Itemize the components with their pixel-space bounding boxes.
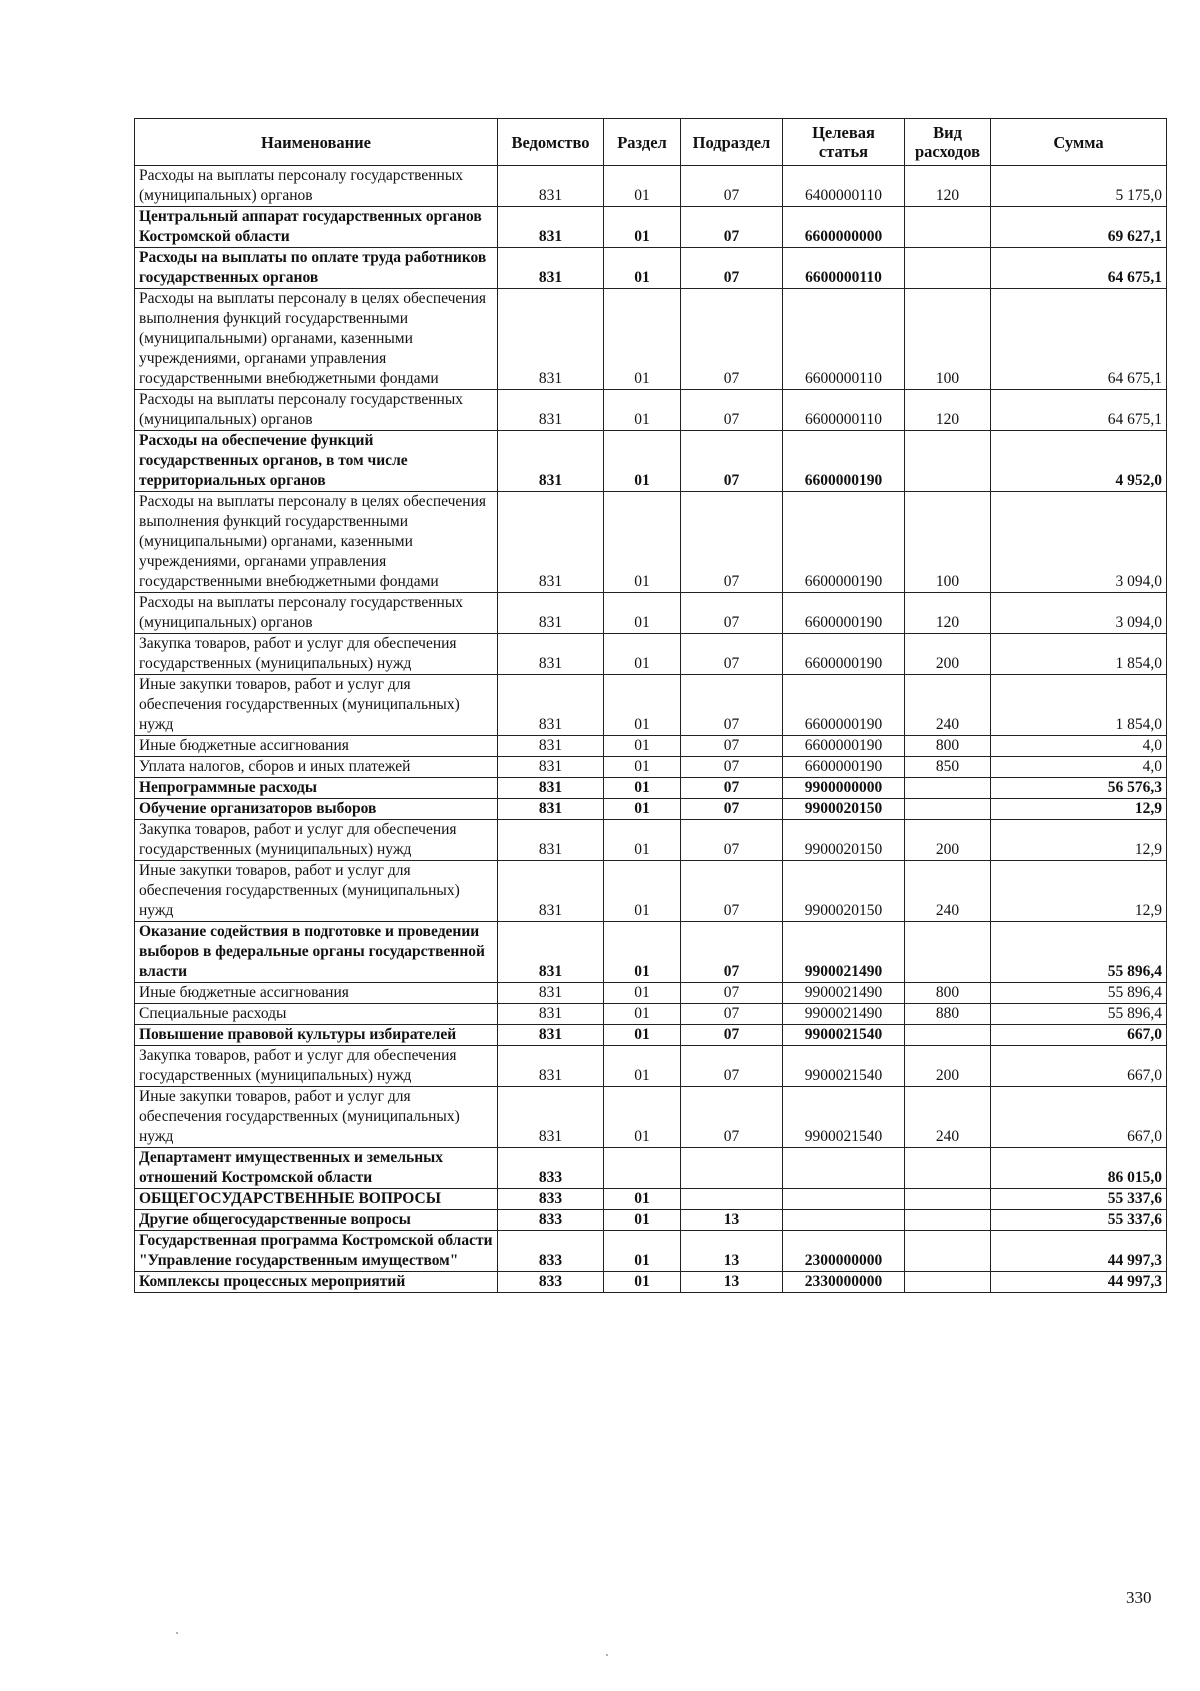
cell-name: Расходы на выплаты персоналу в целях обеспечения выполнения функций государственными (муниципальными) органами, казенными учреждениями, органами управления государственными внебюджетными фондами xyxy=(135,289,498,390)
cell-vedomstvo: 833 xyxy=(498,1210,604,1231)
cell-summa: 55 896,4 xyxy=(991,922,1167,983)
cell-vid-rashodov: 800 xyxy=(905,983,991,1004)
cell-vid-rashodov xyxy=(905,1025,991,1046)
table-row xyxy=(135,757,1167,778)
cell-vedomstvo: 831 xyxy=(498,207,604,248)
table-row xyxy=(135,820,1167,861)
cell-celevaya-statya: 2330000000 xyxy=(783,1272,905,1293)
table-row xyxy=(135,248,1167,289)
cell-name: Центральный аппарат государственных органов Костромской области xyxy=(135,207,498,248)
table-row xyxy=(135,736,1167,757)
cell-vid-rashodov: 240 xyxy=(905,675,991,736)
cell-vedomstvo: 831 xyxy=(498,799,604,820)
cell-name: Специальные расходы xyxy=(135,1004,498,1025)
cell-podrazdel: 07 xyxy=(681,1025,783,1046)
header-celevaya-statya: Целевая статья xyxy=(783,119,905,166)
cell-podrazdel: 07 xyxy=(681,492,783,593)
header-vedomstvo: Ведомство xyxy=(498,119,604,166)
cell-celevaya-statya: 6600000190 xyxy=(783,431,905,492)
cell-podrazdel xyxy=(681,1189,783,1210)
cell-vedomstvo: 833 xyxy=(498,1189,604,1210)
cell-podrazdel: 07 xyxy=(681,1004,783,1025)
table-row xyxy=(135,1231,1167,1272)
cell-razdel xyxy=(604,1148,681,1189)
cell-vedomstvo: 831 xyxy=(498,675,604,736)
cell-vedomstvo: 831 xyxy=(498,1087,604,1148)
cell-name: Расходы на выплаты персоналу в целях обеспечения выполнения функций государственными (муниципальными) органами, казенными учреждениями, органами управления государственными внебюджетными фондами xyxy=(135,492,498,593)
cell-vedomstvo: 833 xyxy=(498,1231,604,1272)
cell-vedomstvo: 831 xyxy=(498,736,604,757)
cell-name: Оказание содействия в подготовке и проведении выборов в федеральные органы государственной власти xyxy=(135,922,498,983)
table-row xyxy=(135,922,1167,983)
cell-vid-rashodov xyxy=(905,778,991,799)
cell-name: Закупка товаров, работ и услуг для обеспечения государственных (муниципальных) нужд xyxy=(135,1046,498,1087)
cell-podrazdel: 07 xyxy=(681,593,783,634)
cell-podrazdel: 07 xyxy=(681,289,783,390)
cell-summa: 667,0 xyxy=(991,1046,1167,1087)
cell-razdel: 01 xyxy=(604,1087,681,1148)
cell-vedomstvo: 833 xyxy=(498,1272,604,1293)
cell-podrazdel: 07 xyxy=(681,675,783,736)
cell-celevaya-statya: 6600000190 xyxy=(783,736,905,757)
cell-vedomstvo: 831 xyxy=(498,757,604,778)
cell-summa: 667,0 xyxy=(991,1025,1167,1046)
table-row xyxy=(135,1025,1167,1046)
cell-vedomstvo: 831 xyxy=(498,593,604,634)
cell-vid-rashodov: 850 xyxy=(905,757,991,778)
cell-celevaya-statya: 6600000190 xyxy=(783,593,905,634)
cell-razdel: 01 xyxy=(604,431,681,492)
cell-celevaya-statya: 9900021540 xyxy=(783,1025,905,1046)
cell-vid-rashodov: 120 xyxy=(905,166,991,207)
budget-table xyxy=(134,118,1167,1293)
cell-razdel: 01 xyxy=(604,778,681,799)
cell-vid-rashodov: 200 xyxy=(905,1046,991,1087)
table-row xyxy=(135,1148,1167,1189)
cell-summa: 12,9 xyxy=(991,861,1167,922)
cell-summa: 56 576,3 xyxy=(991,778,1167,799)
cell-name: Расходы на обеспечение функций государственных органов, в том числе территориальных органов xyxy=(135,431,498,492)
cell-vid-rashodov: 100 xyxy=(905,289,991,390)
cell-summa: 3 094,0 xyxy=(991,492,1167,593)
cell-celevaya-statya: 6600000110 xyxy=(783,390,905,431)
cell-vid-rashodov: 120 xyxy=(905,390,991,431)
cell-podrazdel: 07 xyxy=(681,861,783,922)
cell-podrazdel: 13 xyxy=(681,1231,783,1272)
cell-vedomstvo: 831 xyxy=(498,1046,604,1087)
cell-celevaya-statya: 6600000190 xyxy=(783,492,905,593)
cell-summa: 667,0 xyxy=(991,1087,1167,1148)
cell-vid-rashodov: 200 xyxy=(905,634,991,675)
cell-summa: 4 952,0 xyxy=(991,431,1167,492)
scan-speck xyxy=(606,1654,608,1656)
cell-razdel: 01 xyxy=(604,736,681,757)
cell-podrazdel: 13 xyxy=(681,1210,783,1231)
table-row xyxy=(135,675,1167,736)
cell-podrazdel: 07 xyxy=(681,778,783,799)
cell-vid-rashodov xyxy=(905,1210,991,1231)
cell-podrazdel: 13 xyxy=(681,1272,783,1293)
cell-podrazdel: 07 xyxy=(681,1087,783,1148)
cell-podrazdel xyxy=(681,1148,783,1189)
scan-speck xyxy=(176,1632,178,1634)
cell-name: Комплексы процессных мероприятий xyxy=(135,1272,498,1293)
cell-razdel: 01 xyxy=(604,593,681,634)
cell-razdel: 01 xyxy=(604,983,681,1004)
cell-summa: 44 997,3 xyxy=(991,1272,1167,1293)
cell-summa: 64 675,1 xyxy=(991,248,1167,289)
cell-summa: 1 854,0 xyxy=(991,675,1167,736)
cell-name: Расходы на выплаты по оплате труда работников государственных органов xyxy=(135,248,498,289)
cell-razdel: 01 xyxy=(604,1046,681,1087)
cell-vid-rashodov xyxy=(905,1189,991,1210)
cell-name: Иные закупки товаров, работ и услуг для обеспечения государственных (муниципальных) нужд xyxy=(135,861,498,922)
cell-name: Расходы на выплаты персоналу государственных (муниципальных) органов xyxy=(135,390,498,431)
table-row xyxy=(135,492,1167,593)
cell-podrazdel: 07 xyxy=(681,736,783,757)
table-row xyxy=(135,166,1167,207)
cell-podrazdel: 07 xyxy=(681,922,783,983)
header-razdel: Раздел xyxy=(604,119,681,166)
cell-podrazdel: 07 xyxy=(681,1046,783,1087)
cell-celevaya-statya: 9900021490 xyxy=(783,1004,905,1025)
cell-razdel: 01 xyxy=(604,634,681,675)
cell-celevaya-statya xyxy=(783,1189,905,1210)
cell-razdel: 01 xyxy=(604,757,681,778)
cell-celevaya-statya: 9900020150 xyxy=(783,861,905,922)
cell-vid-rashodov xyxy=(905,1231,991,1272)
cell-name: Государственная программа Костромской области "Управление государственным имуществом" xyxy=(135,1231,498,1272)
cell-razdel: 01 xyxy=(604,1210,681,1231)
cell-celevaya-statya: 6600000190 xyxy=(783,757,905,778)
cell-celevaya-statya: 6600000190 xyxy=(783,634,905,675)
cell-razdel: 01 xyxy=(604,289,681,390)
cell-name: Повышение правовой культуры избирателей xyxy=(135,1025,498,1046)
table-row xyxy=(135,634,1167,675)
cell-summa: 55 896,4 xyxy=(991,1004,1167,1025)
table-row xyxy=(135,431,1167,492)
table-row xyxy=(135,289,1167,390)
cell-razdel: 01 xyxy=(604,675,681,736)
cell-podrazdel: 07 xyxy=(681,207,783,248)
cell-razdel: 01 xyxy=(604,1231,681,1272)
header-name: Наименование xyxy=(135,119,498,166)
cell-celevaya-statya: 2300000000 xyxy=(783,1231,905,1272)
cell-vedomstvo: 831 xyxy=(498,248,604,289)
table-row xyxy=(135,1189,1167,1210)
cell-podrazdel: 07 xyxy=(681,248,783,289)
table-row xyxy=(135,390,1167,431)
cell-celevaya-statya: 9900020150 xyxy=(783,820,905,861)
cell-summa: 55 337,6 xyxy=(991,1210,1167,1231)
cell-celevaya-statya: 9900020150 xyxy=(783,799,905,820)
table-header-row xyxy=(135,119,1167,166)
cell-celevaya-statya: 9900021540 xyxy=(783,1087,905,1148)
cell-summa: 55 896,4 xyxy=(991,983,1167,1004)
cell-summa: 12,9 xyxy=(991,820,1167,861)
cell-celevaya-statya: 6600000000 xyxy=(783,207,905,248)
cell-vid-rashodov xyxy=(905,922,991,983)
cell-summa: 64 675,1 xyxy=(991,289,1167,390)
header-podrazdel: Подраздел xyxy=(681,119,783,166)
cell-razdel: 01 xyxy=(604,799,681,820)
cell-vid-rashodov: 240 xyxy=(905,861,991,922)
cell-vid-rashodov xyxy=(905,1272,991,1293)
cell-razdel: 01 xyxy=(604,1025,681,1046)
table-row xyxy=(135,593,1167,634)
cell-podrazdel: 07 xyxy=(681,820,783,861)
cell-celevaya-statya: 6600000110 xyxy=(783,248,905,289)
table-row xyxy=(135,1210,1167,1231)
cell-vid-rashodov xyxy=(905,431,991,492)
cell-celevaya-statya xyxy=(783,1148,905,1189)
cell-name: Иные бюджетные ассигнования xyxy=(135,736,498,757)
table-row xyxy=(135,207,1167,248)
cell-name: Иные закупки товаров, работ и услуг для обеспечения государственных (муниципальных) нужд xyxy=(135,675,498,736)
cell-vid-rashodov xyxy=(905,207,991,248)
cell-vid-rashodov xyxy=(905,1148,991,1189)
cell-celevaya-statya: 9900021490 xyxy=(783,983,905,1004)
cell-name: Закупка товаров, работ и услуг для обеспечения государственных (муниципальных) нужд xyxy=(135,820,498,861)
cell-vedomstvo: 831 xyxy=(498,778,604,799)
cell-summa: 3 094,0 xyxy=(991,593,1167,634)
cell-podrazdel: 07 xyxy=(681,390,783,431)
cell-celevaya-statya: 9900000000 xyxy=(783,778,905,799)
cell-vedomstvo: 831 xyxy=(498,390,604,431)
cell-vid-rashodov: 120 xyxy=(905,593,991,634)
cell-summa: 55 337,6 xyxy=(991,1189,1167,1210)
cell-podrazdel: 07 xyxy=(681,983,783,1004)
table-body xyxy=(135,166,1167,1293)
cell-vid-rashodov: 200 xyxy=(905,820,991,861)
cell-vedomstvo: 831 xyxy=(498,431,604,492)
cell-name: Расходы на выплаты персоналу государственных (муниципальных) органов xyxy=(135,593,498,634)
table-row xyxy=(135,1087,1167,1148)
cell-vid-rashodov: 880 xyxy=(905,1004,991,1025)
cell-vedomstvo: 831 xyxy=(498,820,604,861)
cell-summa: 69 627,1 xyxy=(991,207,1167,248)
table-row xyxy=(135,778,1167,799)
cell-podrazdel: 07 xyxy=(681,799,783,820)
table-row xyxy=(135,1004,1167,1025)
cell-vedomstvo: 831 xyxy=(498,1025,604,1046)
cell-name: ОБЩЕГОСУДАРСТВЕННЫЕ ВОПРОСЫ xyxy=(135,1189,498,1210)
cell-podrazdel: 07 xyxy=(681,431,783,492)
cell-name: Иные закупки товаров, работ и услуг для обеспечения государственных (муниципальных) нужд xyxy=(135,1087,498,1148)
cell-summa: 5 175,0 xyxy=(991,166,1167,207)
cell-celevaya-statya xyxy=(783,1210,905,1231)
cell-summa: 1 854,0 xyxy=(991,634,1167,675)
header-vid-rashodov: Вид расходов xyxy=(905,119,991,166)
cell-summa: 12,9 xyxy=(991,799,1167,820)
cell-name: Непрограммные расходы xyxy=(135,778,498,799)
cell-summa: 44 997,3 xyxy=(991,1231,1167,1272)
cell-vid-rashodov: 800 xyxy=(905,736,991,757)
cell-razdel: 01 xyxy=(604,390,681,431)
table-row xyxy=(135,799,1167,820)
cell-name: Другие общегосударственные вопросы xyxy=(135,1210,498,1231)
cell-vedomstvo: 831 xyxy=(498,166,604,207)
page-number: 330 xyxy=(1126,1588,1152,1607)
cell-razdel: 01 xyxy=(604,207,681,248)
cell-podrazdel: 07 xyxy=(681,634,783,675)
cell-razdel: 01 xyxy=(604,492,681,593)
cell-summa: 64 675,1 xyxy=(991,390,1167,431)
cell-summa: 4,0 xyxy=(991,757,1167,778)
cell-name: Расходы на выплаты персоналу государственных (муниципальных) органов xyxy=(135,166,498,207)
cell-vid-rashodov xyxy=(905,799,991,820)
cell-vid-rashodov: 240 xyxy=(905,1087,991,1148)
cell-razdel: 01 xyxy=(604,248,681,289)
cell-summa: 4,0 xyxy=(991,736,1167,757)
cell-podrazdel: 07 xyxy=(681,757,783,778)
table-row xyxy=(135,1046,1167,1087)
cell-celevaya-statya: 9900021540 xyxy=(783,1046,905,1087)
table-row xyxy=(135,983,1167,1004)
cell-vedomstvo: 831 xyxy=(498,1004,604,1025)
cell-celevaya-statya: 6600000110 xyxy=(783,289,905,390)
cell-celevaya-statya: 9900021490 xyxy=(783,922,905,983)
cell-name: Иные бюджетные ассигнования xyxy=(135,983,498,1004)
cell-vid-rashodov xyxy=(905,248,991,289)
cell-razdel: 01 xyxy=(604,166,681,207)
cell-vedomstvo: 831 xyxy=(498,492,604,593)
cell-razdel: 01 xyxy=(604,861,681,922)
header-summa: Сумма xyxy=(991,119,1167,166)
cell-name: Закупка товаров, работ и услуг для обеспечения государственных (муниципальных) нужд xyxy=(135,634,498,675)
cell-vedomstvo: 831 xyxy=(498,861,604,922)
cell-name: Департамент имущественных и земельных отношений Костромской области xyxy=(135,1148,498,1189)
cell-vid-rashodov: 100 xyxy=(905,492,991,593)
cell-vedomstvo: 831 xyxy=(498,634,604,675)
cell-razdel: 01 xyxy=(604,922,681,983)
cell-name: Обучение организаторов выборов xyxy=(135,799,498,820)
cell-celevaya-statya: 6400000110 xyxy=(783,166,905,207)
table-row xyxy=(135,1272,1167,1293)
cell-vedomstvo: 831 xyxy=(498,922,604,983)
cell-name: Уплата налогов, сборов и иных платежей xyxy=(135,757,498,778)
cell-razdel: 01 xyxy=(604,1272,681,1293)
cell-podrazdel: 07 xyxy=(681,166,783,207)
cell-vedomstvo: 831 xyxy=(498,289,604,390)
cell-summa: 86 015,0 xyxy=(991,1148,1167,1189)
cell-vedomstvo: 833 xyxy=(498,1148,604,1189)
table-row xyxy=(135,861,1167,922)
cell-razdel: 01 xyxy=(604,1004,681,1025)
cell-vedomstvo: 831 xyxy=(498,983,604,1004)
cell-razdel: 01 xyxy=(604,1189,681,1210)
cell-celevaya-statya: 6600000190 xyxy=(783,675,905,736)
cell-razdel: 01 xyxy=(604,820,681,861)
